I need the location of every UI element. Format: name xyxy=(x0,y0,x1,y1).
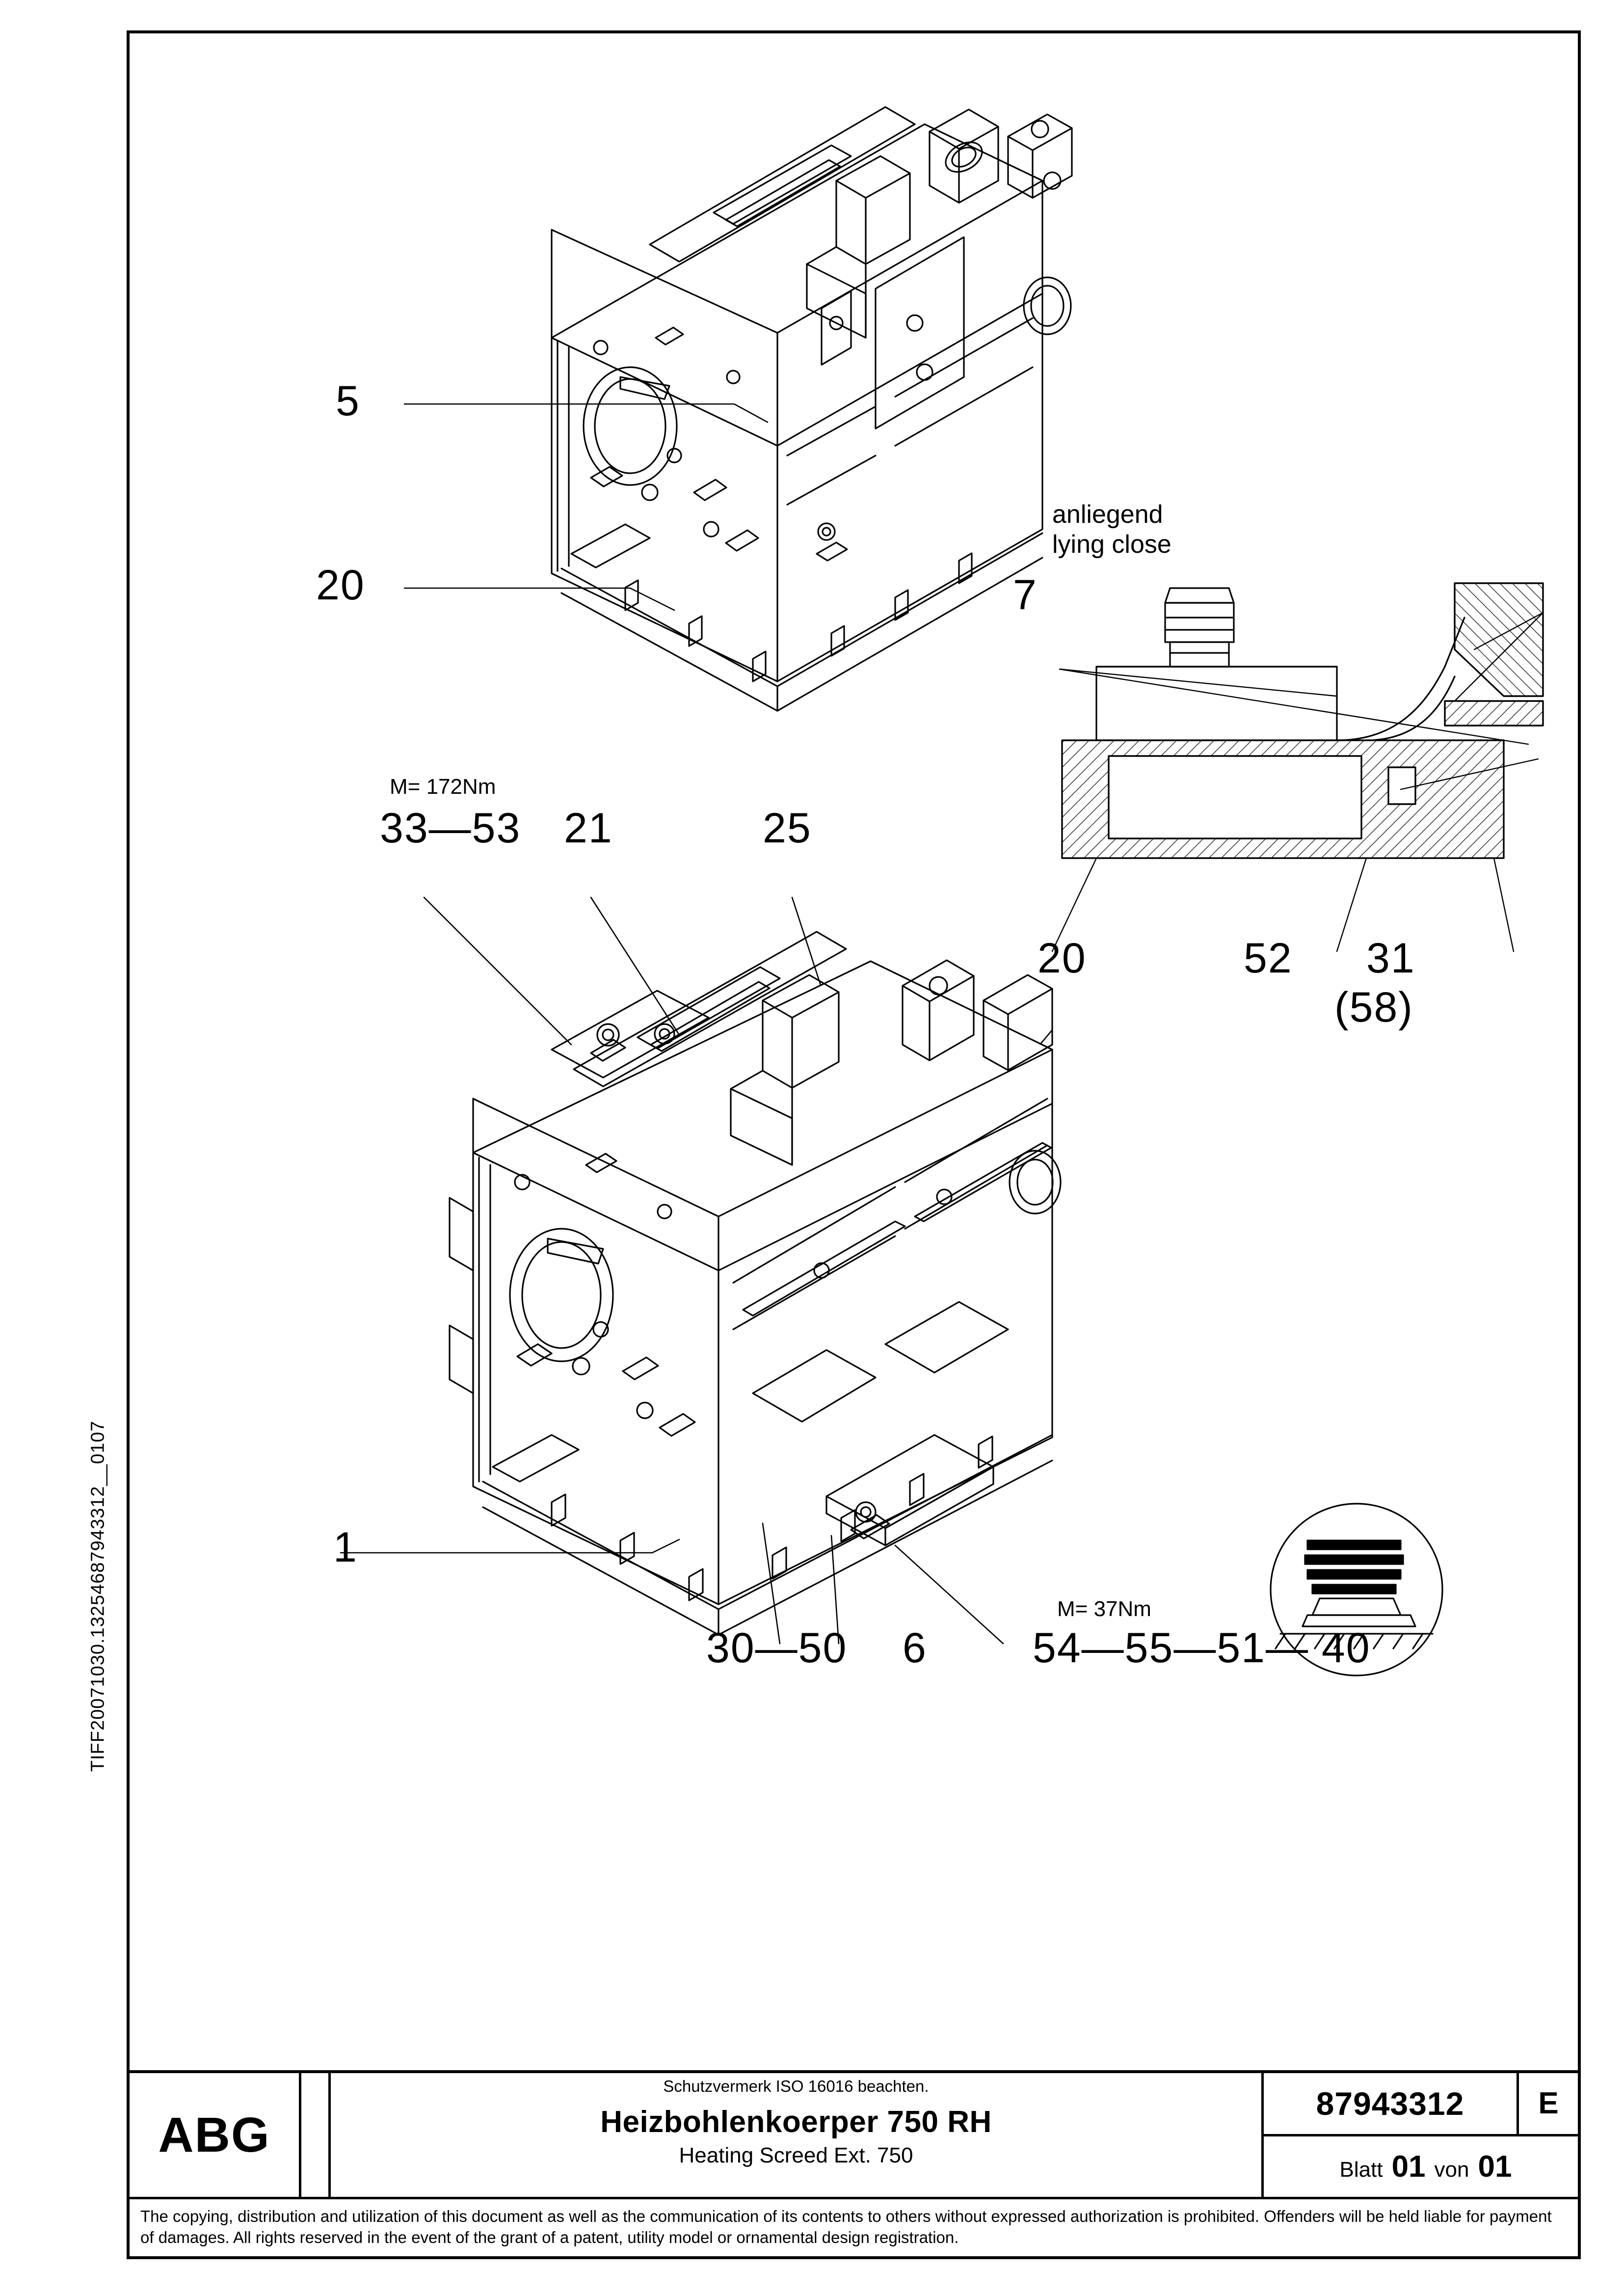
protection-note: Schutzvermerk ISO 16016 beachten. xyxy=(663,2077,929,2096)
legal-notice: The copying, distribution and utilization of this document as well as the communication of its contents to others without expressed authorization is prohibited. Offenders will be held liable for payment of damages. All rights reserved in the event of the grant of a patent, utility model or ornamental design registration. xyxy=(130,2197,1578,2256)
drawing-number: 87943312 xyxy=(1264,2073,1519,2134)
title-german: Heizbohlenkoerper 750 RH xyxy=(600,2105,992,2139)
callout-31: 31 xyxy=(1366,935,1415,982)
sheet-of-label: von xyxy=(1434,2157,1469,2182)
title-english: Heating Screed Ext. 750 xyxy=(679,2143,913,2168)
callout-21: 21 xyxy=(564,805,613,852)
callout-30-50: 30—50 xyxy=(706,1624,848,1672)
callout-20-upper: 20 xyxy=(316,562,365,609)
annotation-de: anliegend xyxy=(1052,500,1163,529)
torque-37: M= 37Nm xyxy=(1057,1597,1151,1621)
sheet-label: Blatt xyxy=(1339,2157,1383,2182)
callout-54-55-51-40: 54—55—51— 40 xyxy=(1033,1624,1371,1672)
callout-58: (58) xyxy=(1334,984,1413,1031)
callout-7: 7 xyxy=(1013,571,1038,619)
logo-text: ABG xyxy=(158,2107,270,2162)
archive-code-vertical: TIFF20071030.13254687943312__0107 xyxy=(87,1420,108,1772)
torque-172: M= 172Nm xyxy=(390,775,496,799)
sheet-total: 01 xyxy=(1478,2149,1512,2184)
drawing-id-cell xyxy=(1264,2073,1578,2197)
sheet-number: 01 xyxy=(1391,2149,1426,2184)
callout-20-lower: 20 xyxy=(1038,935,1087,982)
title-cell xyxy=(331,2073,1264,2197)
callout-33-53: 33—53 xyxy=(380,805,521,852)
callout-1: 1 xyxy=(333,1524,358,1571)
sheet-row xyxy=(1264,2136,1578,2197)
manufacturer-logo xyxy=(130,2073,301,2197)
callout-6: 6 xyxy=(903,1624,927,1672)
title-block-spacer xyxy=(301,2073,331,2197)
callout-52: 52 xyxy=(1244,935,1293,982)
revision-letter: E xyxy=(1538,2086,1559,2121)
drawing-number-row xyxy=(1264,2073,1578,2136)
annotation-en: lying close xyxy=(1052,530,1171,559)
title-block-main-row xyxy=(130,2070,1578,2197)
callout-25: 25 xyxy=(763,805,812,852)
title-block xyxy=(130,2070,1578,2256)
drawing-frame xyxy=(127,30,1581,2259)
drawing-area xyxy=(130,33,1578,2256)
callout-5: 5 xyxy=(336,378,360,425)
